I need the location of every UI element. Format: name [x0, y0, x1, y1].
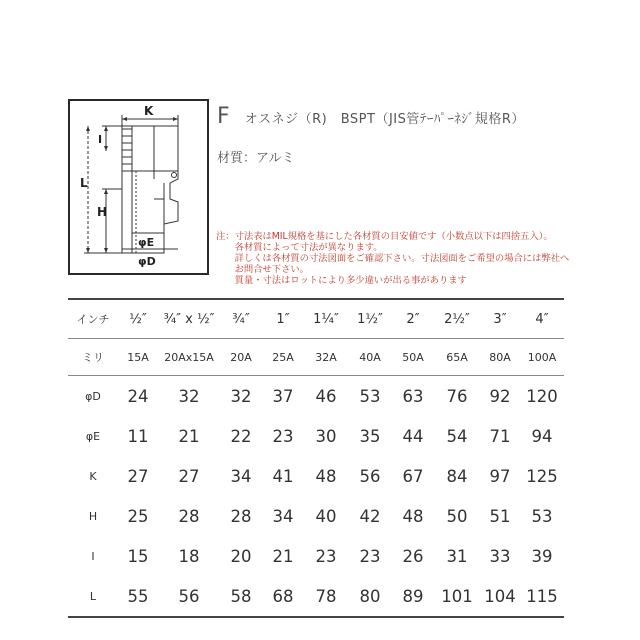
table-cell: 89	[392, 576, 434, 617]
mm-cell: 20Ax15A	[158, 339, 220, 376]
label-h: H	[97, 205, 108, 219]
inch-cell: 1″	[262, 299, 304, 339]
note-line: 注：寸法表はMIL規格を基にした各材質の目安値です（小数点以下は四捨五入）。	[216, 231, 553, 242]
table-cell: 18	[178, 546, 200, 566]
mm-header: ミリ	[68, 339, 118, 376]
row-label: H	[88, 509, 98, 523]
dimension-table	[68, 298, 564, 618]
mm-cell: 100A	[520, 339, 564, 376]
inch-cell: ½″	[118, 299, 158, 339]
inch-row	[68, 299, 564, 339]
inch-cell: 1½″	[348, 299, 392, 339]
mm-cell: 15A	[118, 339, 158, 376]
table-cell: 15	[127, 546, 149, 566]
inch-cell: ¾″ x ½″	[158, 299, 220, 339]
table-row-l	[68, 576, 564, 617]
inch-header: インチ	[68, 299, 118, 339]
mm-cell: 65A	[434, 339, 480, 376]
table-cell: 37	[272, 386, 294, 406]
label-d: φD	[138, 255, 156, 268]
table-cell: 30	[315, 426, 337, 446]
table-cell: 115	[520, 576, 564, 617]
adapter-drawing	[70, 101, 207, 273]
table-cell: 24	[127, 386, 149, 406]
table-cell: 51	[489, 506, 511, 526]
table-cell: 34	[230, 466, 252, 486]
table-cell: 23	[359, 546, 381, 566]
note-line: 質量・寸法はロットにより多少違いが出る事があります	[216, 275, 467, 286]
mm-cell: 80A	[480, 339, 520, 376]
inch-cell: 2½″	[434, 299, 480, 339]
label-l: L	[80, 176, 88, 190]
mm-cell: 20A	[220, 339, 262, 376]
table-cell: 23	[315, 546, 337, 566]
table-cell: 25	[127, 506, 149, 526]
table-cell: 28	[178, 506, 200, 526]
table-cell: 50	[446, 506, 468, 526]
table-cell: 84	[446, 466, 468, 486]
table-cell: 28	[230, 506, 252, 526]
note-line: 詳しくは各材質の寸法図面をご確認下さい。寸法図面をご希望の場合には弊社へ	[216, 253, 570, 264]
table-cell: 21	[272, 546, 294, 566]
table-cell: 32	[230, 386, 252, 406]
table-cell: 41	[272, 466, 294, 486]
table-cell: 20	[230, 546, 252, 566]
table-cell: 97	[489, 466, 511, 486]
table-cell: 33	[489, 546, 511, 566]
table-cell: 48	[402, 506, 424, 526]
table-cell: 26	[402, 546, 424, 566]
table-cell: 27	[178, 466, 200, 486]
table-cell: 120	[526, 386, 558, 406]
notes-block	[216, 231, 569, 286]
table-cell: 68	[262, 576, 304, 617]
type-letter: F	[217, 104, 230, 129]
inch-cell: ¾″	[220, 299, 262, 339]
table-cell: 27	[127, 466, 149, 486]
table-cell: 71	[489, 426, 511, 446]
material-label: 材質：アルミ	[217, 151, 295, 166]
table-cell: 32	[178, 386, 200, 406]
note-line: お問合せ下さい。	[216, 264, 309, 275]
table-cell: 34	[272, 506, 294, 526]
table-cell: 104	[480, 576, 520, 617]
table-row-e	[68, 416, 564, 456]
mm-cell: 50A	[392, 339, 434, 376]
label-i: I	[98, 133, 103, 146]
table-cell: 101	[434, 576, 480, 617]
row-label: φD	[85, 389, 101, 403]
mm-cell: 40A	[348, 339, 392, 376]
table-cell: 48	[315, 466, 337, 486]
table-cell: 31	[446, 546, 468, 566]
row-label: L	[68, 576, 118, 617]
row-label: φE	[85, 429, 101, 443]
dimension-diagram	[68, 99, 209, 275]
inch-cell: 4″	[520, 299, 564, 339]
row-label: I	[91, 549, 95, 563]
table-cell: 54	[446, 426, 468, 446]
mm-cell: 32A	[304, 339, 348, 376]
table-cell: 44	[402, 426, 424, 446]
inch-cell: 3″	[480, 299, 520, 339]
table-cell: 55	[118, 576, 158, 617]
thread-spec: オスネジ（R) BSPT（JIS管ﾃｰﾊﾟｰﾈｼﾞ規格R）	[244, 112, 525, 127]
label-e: φE	[138, 236, 155, 249]
product-title	[217, 104, 525, 129]
row-label: K	[89, 469, 97, 483]
table-cell: 22	[230, 426, 252, 446]
table-cell: 11	[127, 426, 149, 446]
table-cell: 80	[348, 576, 392, 617]
table-cell: 94	[531, 426, 553, 446]
label-k: K	[144, 104, 154, 118]
table-cell: 40	[315, 506, 337, 526]
table-cell: 92	[489, 386, 511, 406]
table-cell: 58	[220, 576, 262, 617]
mm-cell: 25A	[262, 339, 304, 376]
table-cell: 67	[402, 466, 424, 486]
table-cell: 53	[531, 506, 553, 526]
table-cell: 53	[359, 386, 381, 406]
table-cell: 125	[526, 466, 558, 486]
inch-cell: 1¼″	[304, 299, 348, 339]
note-line: 各材質によって寸法が異なります。	[216, 242, 383, 253]
table-cell: 56	[158, 576, 220, 617]
table-cell: 39	[531, 546, 553, 566]
table-row-k	[68, 456, 564, 496]
table-row-h	[68, 496, 564, 536]
table-cell: 21	[178, 426, 200, 446]
table-cell: 23	[272, 426, 294, 446]
table-cell: 35	[359, 426, 381, 446]
table-cell: 63	[402, 386, 424, 406]
table-cell: 56	[359, 466, 381, 486]
table-row-i	[68, 536, 564, 576]
table-cell: 76	[446, 386, 468, 406]
table-cell: 42	[359, 506, 381, 526]
mm-row	[68, 339, 564, 376]
table-row-d	[68, 376, 564, 417]
table-cell: 46	[315, 386, 337, 406]
table-cell: 78	[304, 576, 348, 617]
inch-cell: 2″	[392, 299, 434, 339]
